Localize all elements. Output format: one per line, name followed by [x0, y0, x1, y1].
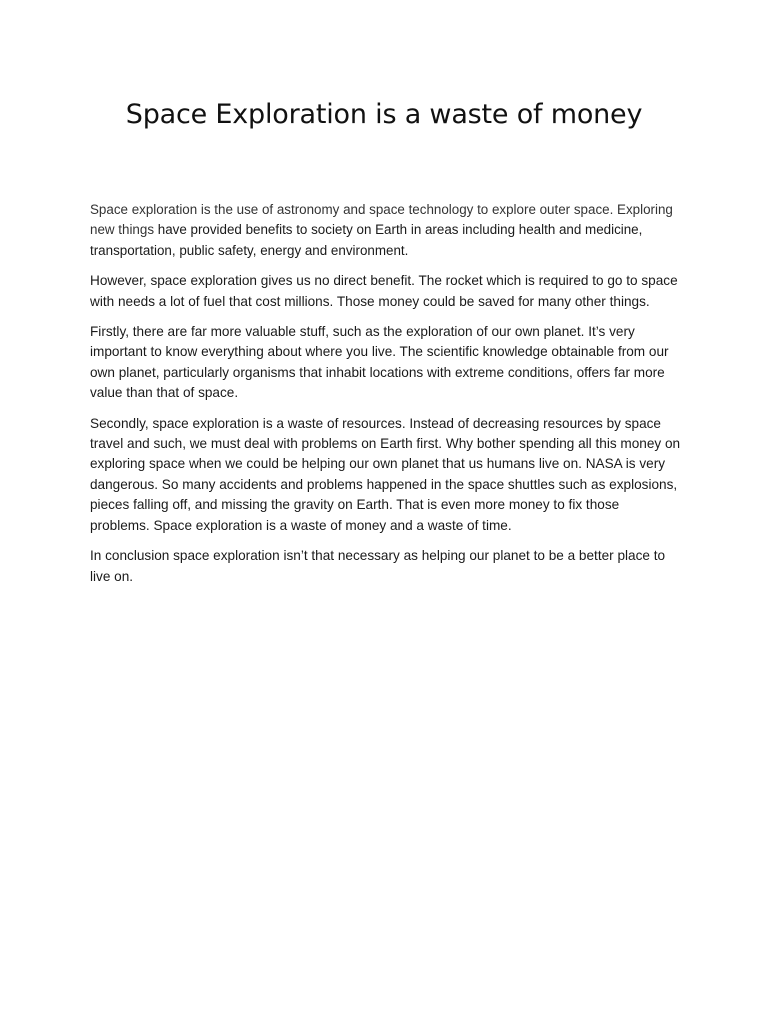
intro-text-part-a: Space exploration is the use of astronomy and space technology to explore outer space. Exploring new things: [90, 202, 673, 238]
paragraph-however: However, space exploration gives us no direct benefit. The rocket which is required to go to space with needs a lot of fuel that cost millions. Those money could be saved for many other things.: [90, 273, 678, 309]
paragraph-firstly: Firstly, there are far more valuable stuff, such as the exploration of our own planet. It’s very important to know everything about where you live. The scientific knowledge obtainable from our own planet, particularly organisms that inhabit locations with extreme conditions, offers far more value than that of space.: [90, 324, 669, 401]
paragraph-conclusion: In conclusion space exploration isn’t that necessary as helping our planet to be a better place to live on.: [90, 548, 666, 584]
document-body: [90, 200, 682, 597]
intro-text-part-b: have provided benefits to society on Earth in areas including health and medicine, transportation, public safety, energy and environment.: [90, 222, 643, 258]
intro-paragraph: [90, 200, 682, 261]
paragraph-secondly: Secondly, space exploration is a waste of resources. Instead of decreasing resources by space travel and such, we must deal with problems on Earth first. Why bother spending all this money on exploring space when we could be helping our own planet that us humans live on. NASA is very dangerous. So many accidents and problems happened in the space shuttles such as explosions, pieces falling off, and missing the gravity on Earth. That is even more money to fix those problems. Space exploration is a waste of money and a waste of time.: [90, 415, 681, 533]
document-title: Space Exploration is a waste of money: [125, 99, 643, 130]
